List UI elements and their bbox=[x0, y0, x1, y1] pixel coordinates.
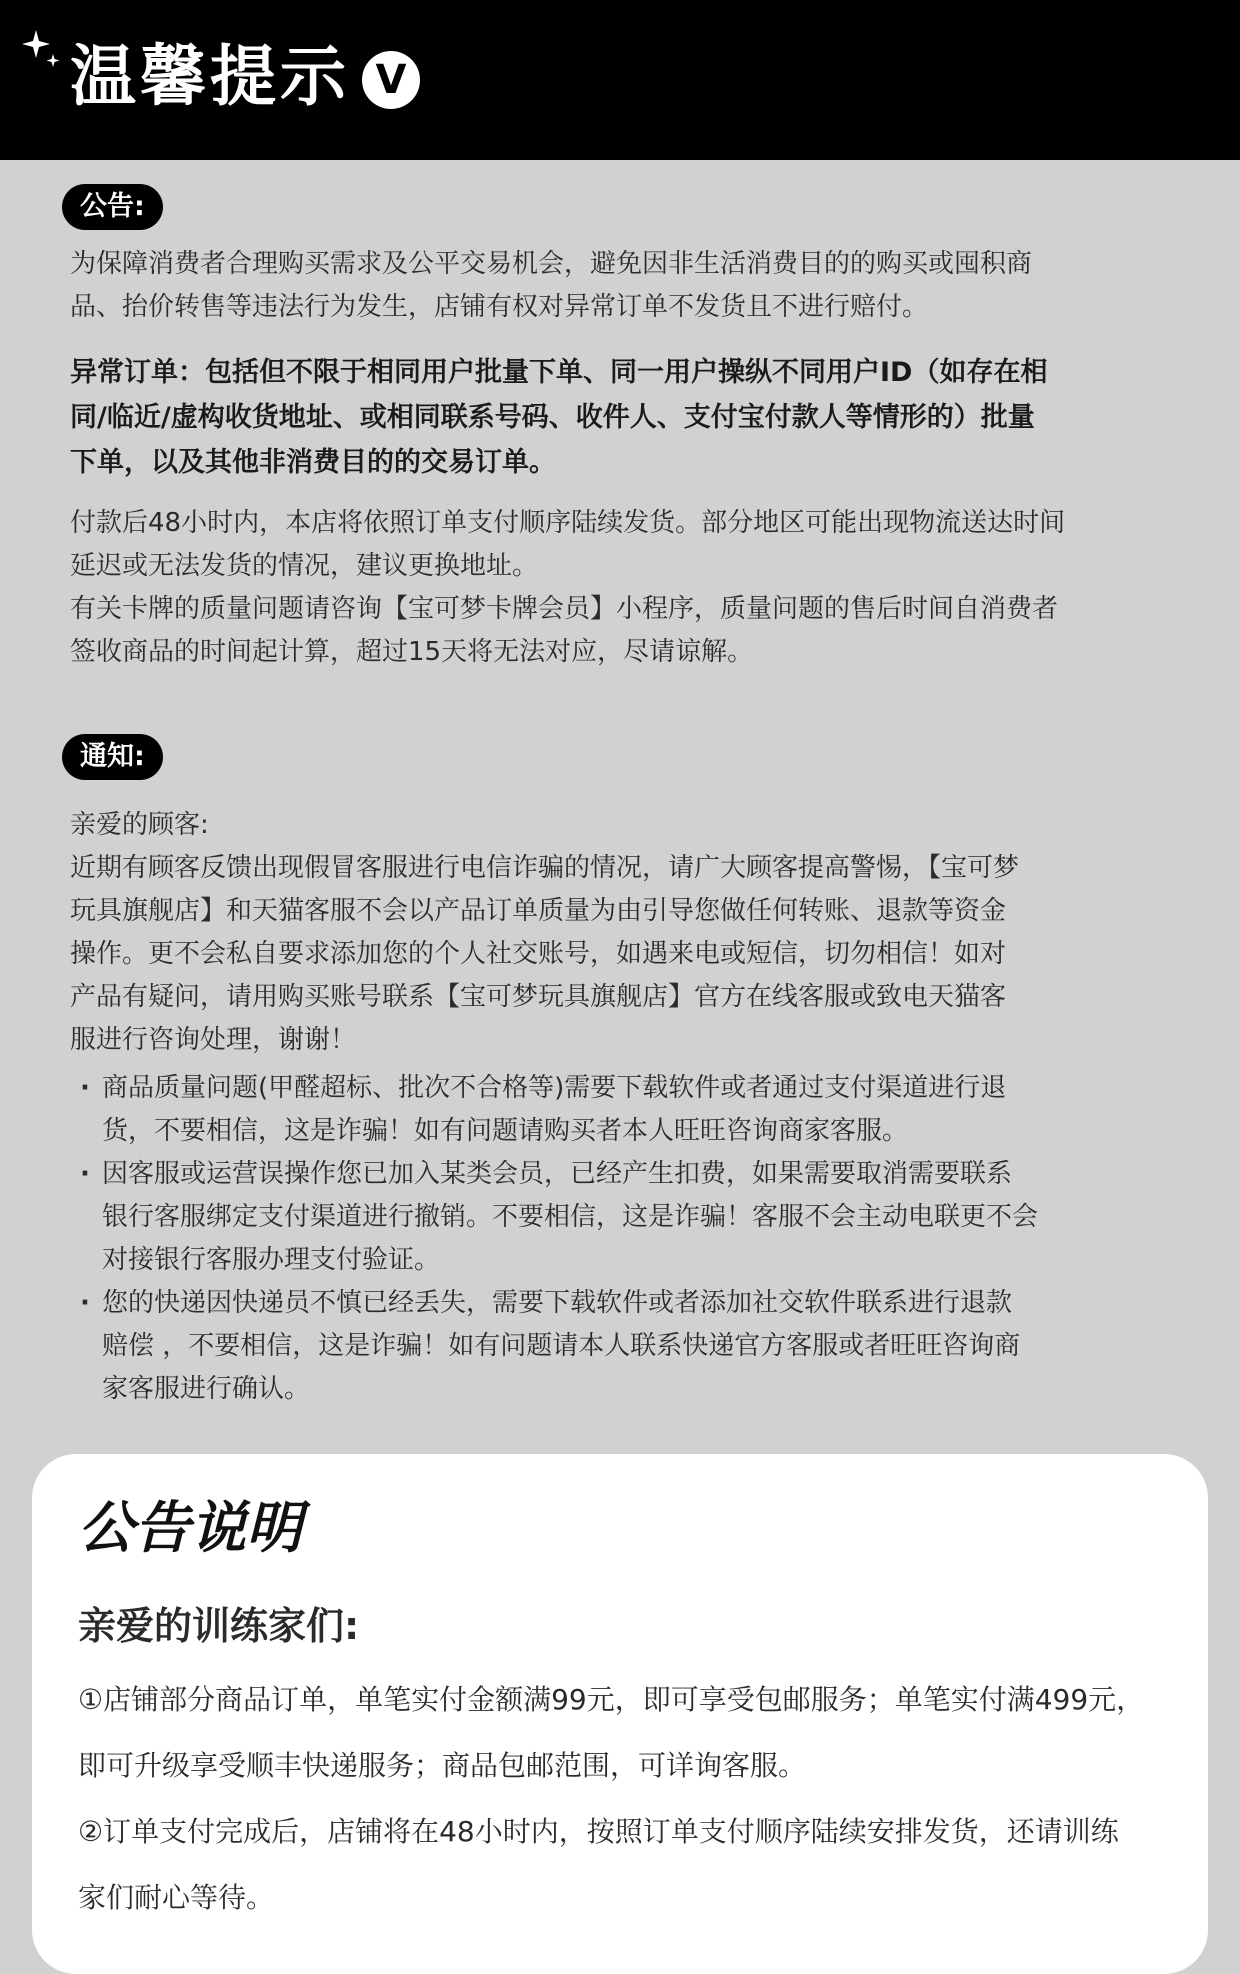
v-badge-icon: V bbox=[362, 51, 420, 109]
text-line: 家们耐心等待。 bbox=[78, 1881, 275, 1914]
list-item bbox=[80, 1153, 1170, 1282]
announcement-label: 公告: bbox=[62, 184, 163, 230]
announcement-paragraph bbox=[70, 243, 1170, 329]
list-item bbox=[80, 1067, 1170, 1153]
header-title: 温馨提示 bbox=[70, 38, 350, 115]
list-item bbox=[80, 1282, 1170, 1411]
text-line: 延迟或无法发货的情况，建议更换地址。 bbox=[70, 551, 539, 581]
text-line: 付款后48小时内，本店将依照订单支付顺序陆续发货。部分地区可能出现物流送达时间 bbox=[70, 508, 1066, 538]
text-line: 即可升级享受顺丰快递服务；商品包邮范围，可详询客服。 bbox=[78, 1749, 807, 1782]
text-line: 近期有顾客反馈出现假冒客服进行电信诈骗的情况，请广大顾客提高警惕，【宝可梦 bbox=[70, 853, 1020, 883]
text-line: 有关卡牌的质量问题请咨询【宝可梦卡牌会员】小程序，质量问题的售后时间自消费者 bbox=[70, 594, 1059, 624]
notice-bullet-list bbox=[80, 1067, 1170, 1411]
header-banner bbox=[0, 0, 1240, 160]
text-line: 货，不要相信，这是诈骗！如有问题请购买者本人旺旺咨询商家客服。 bbox=[102, 1116, 909, 1146]
text-line: 同/临近/虚构收货地址、或相同联系号码、收件人、支付宝付款人等情形的）批量 bbox=[70, 402, 1035, 433]
sparkle-icon bbox=[22, 28, 62, 68]
text-line: · 因客服或运营误操作您已加入某类会员，已经产生扣费，如果需要取消需要联系 bbox=[102, 1159, 1013, 1189]
text-line: 为保障消费者合理购买需求及公平交易机会，避免因非生活消费目的的购买或囤积商 bbox=[70, 249, 1033, 279]
text-line: 下单，以及其他非消费目的的交易订单。 bbox=[70, 447, 556, 478]
text-line: · 商品质量问题(甲醛超标、批次不合格等)需要下载软件或者通过支付渠道进行退 bbox=[102, 1073, 1007, 1103]
text-line: 品、抬价转售等违法行为发生，店铺有权对异常订单不发货且不进行赔付。 bbox=[70, 292, 929, 322]
card-body bbox=[78, 1667, 1188, 1931]
text-line: 异常订单：包括但不限于相同用户批量下单、同一用户操纵不同用户ID（如存在相 bbox=[70, 357, 1048, 388]
text-line: 产品有疑问，请用购买账号联系【宝可梦玩具旗舰店】官方在线客服或致电天猫客 bbox=[70, 982, 1007, 1012]
abnormal-orders-paragraph bbox=[70, 350, 1170, 485]
text-line: ②订单支付完成后，店铺将在48小时内，按照订单支付顺序陆续安排发货，还请训练 bbox=[78, 1815, 1119, 1848]
card-greeting: 亲爱的训练家们: bbox=[78, 1604, 360, 1648]
text-line: · 您的快递因快递员不慎已经丢失，需要下载软件或者添加社交软件联系进行退款 bbox=[102, 1288, 1013, 1318]
notice-label: 通知: bbox=[62, 734, 163, 780]
text-line: 银行客服绑定支付渠道进行撤销。不要相信，这是诈骗！客服不会主动电联更不会 bbox=[102, 1202, 1039, 1232]
text-line: ①店铺部分商品订单，单笔实付金额满99元，即可享受包邮服务；单笔实付满499元， bbox=[78, 1683, 1145, 1716]
text-line: 对接银行客服办理支付验证。 bbox=[102, 1245, 441, 1275]
notice-greeting: 亲爱的顾客: bbox=[70, 810, 209, 840]
text-line: 赔偿 ，不要相信，这是诈骗！如有问题请本人联系快递官方客服或者旺旺咨询商 bbox=[102, 1331, 1021, 1361]
card-title: 公告说明 bbox=[78, 1496, 302, 1561]
announcement-card bbox=[32, 1454, 1208, 1974]
text-line: 签收商品的时间起计算，超过15天将无法对应，尽请谅解。 bbox=[70, 637, 754, 667]
text-line: 玩具旗舰店】和天猫客服不会以产品订单质量为由引导您做任何转账、退款等资金 bbox=[70, 896, 1007, 926]
notice-paragraph bbox=[70, 804, 1170, 1062]
text-line: 家客服进行确认。 bbox=[102, 1374, 311, 1404]
shipping-paragraph bbox=[70, 502, 1170, 674]
text-line: 操作。更不会私自要求添加您的个人社交账号，如遇来电或短信，切勿相信！如对 bbox=[70, 939, 1007, 969]
text-line: 服进行咨询处理，谢谢！ bbox=[70, 1025, 357, 1055]
